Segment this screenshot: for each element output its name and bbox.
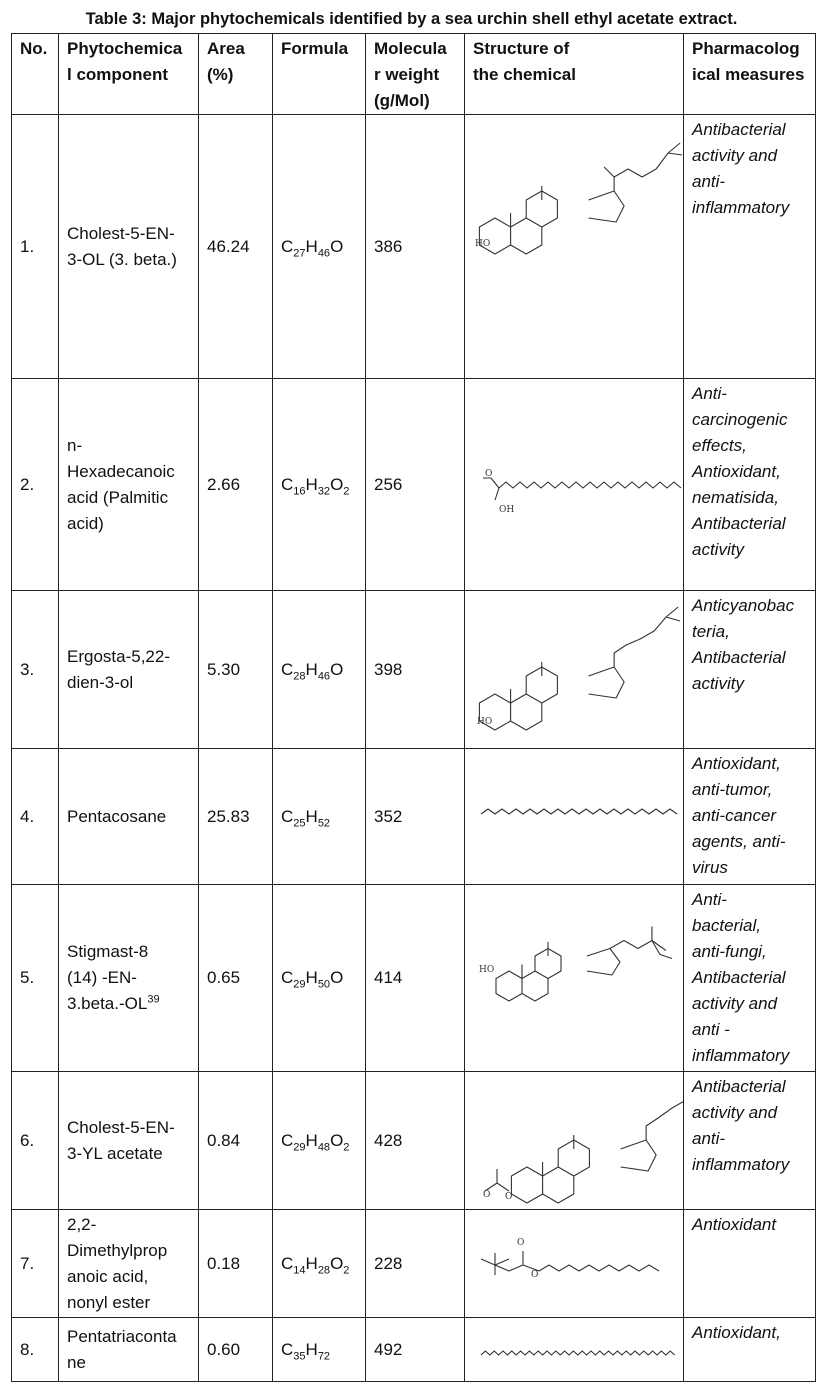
svg-text:O: O [517, 1237, 525, 1248]
cell-pharmacological [684, 1210, 816, 1318]
formula-element: O [330, 236, 344, 256]
cell-area: 0.65 [199, 885, 273, 1072]
cell-formula [273, 115, 366, 379]
cell-structure [465, 885, 684, 1072]
pharm-line: Antibacterial [692, 120, 786, 139]
formula-element: C [281, 659, 294, 679]
pharm-line: Antioxidant, [692, 754, 781, 773]
table-row [12, 1318, 816, 1382]
footnote-ref: 39 [147, 993, 160, 1006]
name-line: Cholest-5-EN- [67, 1117, 175, 1137]
svg-text:HO: HO [475, 238, 491, 249]
name-line: Cholest-5-EN- [67, 223, 175, 243]
formula-subscript: 29 [293, 978, 306, 991]
cell-structure [465, 1210, 684, 1318]
pharm-line: Antioxidant, [692, 462, 781, 481]
cell-molecular-weight: 414 [366, 885, 465, 1072]
name-line: Pentacosane [67, 806, 167, 826]
name-line: acid) [67, 513, 104, 533]
cell-area: 46.24 [199, 115, 273, 379]
formula-element: C [281, 474, 294, 494]
cell-pharmacological [684, 1318, 816, 1382]
formula-subscript: 2 [343, 1140, 350, 1153]
formula-subscript: 28 [317, 1263, 331, 1276]
pharm-line: anti- [692, 172, 726, 191]
cell-area: 25.83 [199, 749, 273, 885]
svg-text:O: O [483, 1189, 491, 1200]
formula-element: H [305, 474, 318, 494]
chemical-structure [465, 1319, 683, 1381]
formula-element: H [305, 1253, 318, 1273]
formula-element: H [305, 806, 318, 826]
pharm-line: activity and [692, 994, 778, 1013]
formula-subscript: 27 [293, 246, 306, 259]
pharm-line: activity and [692, 146, 778, 165]
formula-subscript: 46 [317, 246, 331, 259]
cell-structure [465, 1318, 684, 1382]
formula-subscript: 2 [343, 484, 350, 497]
name-line: nonyl ester [67, 1292, 151, 1312]
pharm-line: activity [692, 540, 744, 559]
pharm-line: anti- [692, 1129, 726, 1148]
pharm-line: Anti- [692, 384, 727, 403]
cell-pharmacological [684, 379, 816, 591]
chemical-structure [465, 886, 683, 1071]
name-line: 2,2- [67, 1214, 97, 1234]
formula-subscript: 72 [317, 1349, 331, 1362]
svg-text:O: O [505, 1191, 513, 1202]
header-component: Phytochemica l component [59, 34, 199, 115]
cell-pharmacological [684, 115, 816, 379]
cell-formula [273, 379, 366, 591]
cell-no: 2. [12, 379, 59, 591]
name-line: 3.beta.-OL [67, 994, 148, 1013]
header-row [12, 34, 816, 115]
formula-subscript: 52 [317, 816, 331, 829]
pharm-line: bacterial, [692, 916, 761, 935]
table-row [12, 379, 816, 591]
name-line: acid (Palmitic [67, 487, 169, 507]
formula-subscript: 29 [293, 1140, 306, 1153]
name-line: 3-YL acetate [67, 1143, 163, 1163]
name-line: (14) -EN- [67, 968, 137, 987]
cell-component [59, 591, 199, 749]
pharm-line: Anticyanobac [692, 596, 795, 615]
name-line: 3-OL (3. beta.) [67, 249, 177, 269]
header-no: No. [12, 34, 59, 115]
chemical-structure [465, 380, 683, 590]
formula-element: C [281, 1253, 294, 1273]
cell-component [59, 115, 199, 379]
cell-structure [465, 379, 684, 591]
pharm-line: effects, [692, 436, 747, 455]
chemical-structure [465, 1073, 683, 1209]
pharm-line: agents, anti- [692, 832, 786, 851]
cell-molecular-weight: 228 [366, 1210, 465, 1318]
pharm-line: Antioxidant [692, 1215, 777, 1234]
pharm-line: anti-cancer [692, 806, 777, 825]
cell-area: 0.84 [199, 1072, 273, 1210]
pharm-line: activity [692, 674, 744, 693]
formula-element: H [305, 968, 318, 987]
cell-molecular-weight: 398 [366, 591, 465, 749]
cell-component [59, 1318, 199, 1382]
pharm-line: virus [692, 858, 728, 877]
pharm-line: inflammatory [692, 198, 790, 217]
formula-element: C [281, 236, 294, 256]
name-line: ne [67, 1352, 86, 1372]
cell-molecular-weight: 492 [366, 1318, 465, 1382]
formula-element: O [330, 1253, 344, 1273]
header-formula: Formula [273, 34, 366, 115]
cell-pharmacological [684, 591, 816, 749]
cell-formula [273, 591, 366, 749]
formula-element: C [281, 1130, 294, 1150]
cell-formula [273, 1318, 366, 1382]
cell-component [59, 749, 199, 885]
header-molecular-weight: Molecula r weight (g/Mol) [366, 34, 465, 115]
chemical-structure [465, 1211, 683, 1317]
formula-subscript: 50 [317, 978, 331, 991]
cell-pharmacological [684, 749, 816, 885]
chemical-structure [465, 116, 683, 378]
formula-element: O [330, 659, 344, 679]
name-line: dien-3-ol [67, 672, 134, 692]
pharm-line: anti-tumor, [692, 780, 773, 799]
cell-component [59, 1210, 199, 1318]
cell-structure [465, 749, 684, 885]
name-line: Stigmast-8 [67, 942, 149, 961]
formula-subscript: 16 [293, 484, 306, 497]
table-row [12, 591, 816, 749]
cell-area: 0.60 [199, 1318, 273, 1382]
table-row [12, 115, 816, 379]
pharm-line: activity and [692, 1103, 778, 1122]
table-row [12, 885, 816, 1072]
svg-text:OH: OH [499, 504, 515, 515]
formula-element: C [281, 1339, 294, 1359]
cell-formula [273, 1072, 366, 1210]
header-area: Area (%) [199, 34, 273, 115]
name-line: Hexadecanoic [67, 461, 175, 481]
chemical-structure [465, 750, 683, 884]
pharm-line: Antioxidant, [692, 1323, 781, 1342]
cell-molecular-weight: 428 [366, 1072, 465, 1210]
name-line: anoic acid, [67, 1266, 149, 1286]
name-line: n- [67, 435, 83, 455]
formula-element: H [305, 659, 318, 679]
pharm-line: Antibacterial [692, 514, 786, 533]
formula-element: H [305, 236, 318, 256]
cell-molecular-weight: 256 [366, 379, 465, 591]
cell-molecular-weight: 386 [366, 115, 465, 379]
pharm-line: Antibacterial [692, 1077, 786, 1096]
formula-subscript: 28 [293, 669, 306, 682]
cell-structure [465, 1072, 684, 1210]
formula-element: C [281, 806, 294, 826]
pharm-line: carcinogenic [692, 410, 788, 429]
table-row [12, 749, 816, 885]
cell-area: 5.30 [199, 591, 273, 749]
cell-area: 0.18 [199, 1210, 273, 1318]
pharm-line: anti-fungi, [692, 942, 767, 961]
cell-no: 8. [12, 1318, 59, 1382]
cell-no: 7. [12, 1210, 59, 1318]
svg-text:HO: HO [479, 964, 495, 975]
formula-subscript: 35 [293, 1349, 306, 1362]
formula-subscript: 32 [317, 484, 331, 497]
cell-pharmacological [684, 1072, 816, 1210]
pharm-line: Anti- [692, 890, 727, 909]
cell-no: 4. [12, 749, 59, 885]
cell-pharmacological [684, 885, 816, 1072]
chemical-structure [465, 592, 683, 748]
cell-no: 5. [12, 885, 59, 1072]
cell-molecular-weight: 352 [366, 749, 465, 885]
cell-formula [273, 749, 366, 885]
name-line: Dimethylprop [67, 1240, 168, 1260]
formula-element: O [330, 474, 344, 494]
svg-text:O: O [531, 1269, 539, 1280]
header-structure: Structure of the chemical [465, 34, 684, 115]
cell-no: 3. [12, 591, 59, 749]
formula-element: H [305, 1339, 318, 1359]
cell-no: 1. [12, 115, 59, 379]
formula-subscript: 48 [317, 1140, 331, 1153]
header-pharmacological: Pharmacolog ical measures [684, 34, 816, 115]
cell-area: 2.66 [199, 379, 273, 591]
formula-element: H [305, 1130, 318, 1150]
formula-subscript: 25 [293, 816, 306, 829]
formula-element: O [330, 968, 344, 987]
table-row [12, 1072, 816, 1210]
cell-component [59, 885, 199, 1072]
pharm-line: teria, [692, 622, 730, 641]
pharm-line: inflammatory [692, 1155, 790, 1174]
cell-no: 6. [12, 1072, 59, 1210]
cell-formula [273, 1210, 366, 1318]
pharm-line: Antibacterial [692, 648, 786, 667]
cell-component [59, 379, 199, 591]
svg-text:O: O [485, 468, 493, 479]
pharm-line: anti - [692, 1020, 730, 1039]
cell-structure [465, 591, 684, 749]
table-caption: Table 3: Major phytochemicals identified by a sea urchin shell ethyl acetate extract. [85, 10, 738, 28]
name-line: Ergosta-5,22- [67, 646, 170, 666]
name-line: Pentatriaconta [67, 1326, 177, 1346]
svg-text:HO: HO [477, 716, 493, 727]
formula-subscript: 14 [293, 1263, 306, 1276]
formula-subscript: 2 [343, 1263, 350, 1276]
pharm-line: nematisida, [692, 488, 779, 507]
formula-element: C [281, 968, 294, 987]
formula-subscript: 46 [317, 669, 331, 682]
cell-structure [465, 115, 684, 379]
pharm-line: inflammatory [692, 1046, 790, 1065]
table-row [12, 1210, 816, 1318]
pharm-line: Antibacterial [692, 968, 786, 987]
phytochemicals-table [11, 33, 816, 1382]
cell-component [59, 1072, 199, 1210]
formula-element: O [330, 1130, 344, 1150]
cell-formula [273, 885, 366, 1072]
